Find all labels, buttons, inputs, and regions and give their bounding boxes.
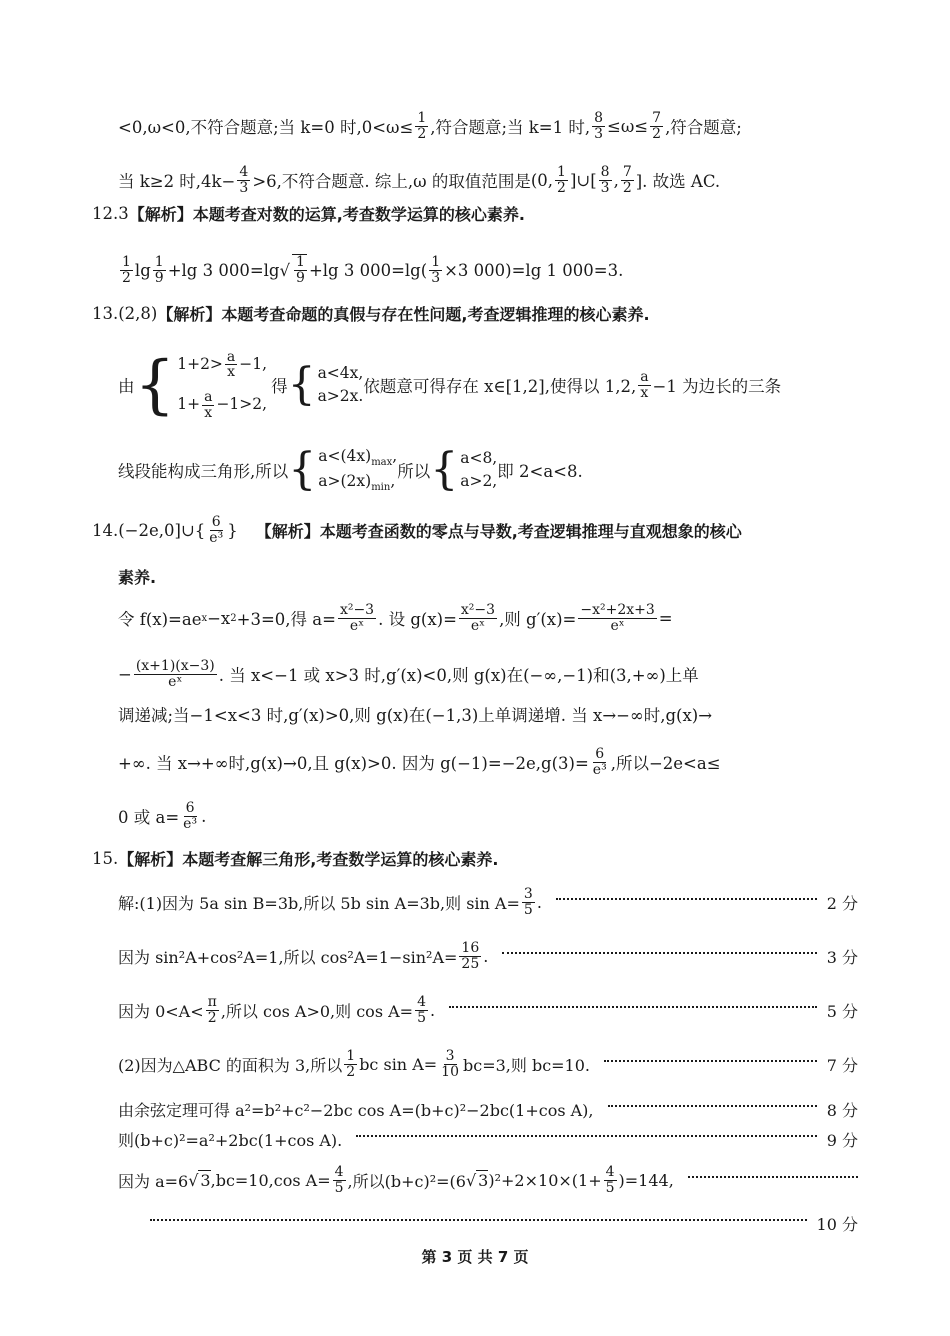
answer: 14.(−2e,0]∪{: [92, 520, 206, 540]
fraction: $\frac{3}{10}$: [441, 1047, 459, 1080]
text: 由: [118, 377, 135, 396]
fraction: $\frac{1}{9}$: [154, 253, 164, 286]
leader-dots: [688, 1176, 858, 1178]
answer: 13.(2,8): [92, 303, 158, 323]
line-omega-range: [118, 156, 950, 204]
leader-dots: [608, 1105, 817, 1107]
text: ≤ω≤: [607, 116, 649, 136]
leader-dots: [356, 1135, 816, 1137]
text: ,: [613, 170, 619, 190]
page-footer: 第 3 页 共 7 页: [421, 1248, 529, 1266]
text: .: [536, 892, 542, 912]
step-5: [118, 1094, 858, 1124]
sup: x: [201, 612, 208, 624]
text: +lg 3 000=lg(: [308, 260, 428, 280]
sqrt-icon: √: [465, 1170, 477, 1190]
score: 3 分: [826, 947, 858, 967]
q13-header: [92, 298, 950, 328]
brace-icon: {: [288, 444, 317, 495]
q12-header: [92, 198, 950, 228]
leader-dots: [556, 898, 817, 900]
text: ,所以(b+c)²=(6: [347, 1171, 466, 1191]
text: .: [430, 1000, 436, 1020]
fraction: $\frac{4}{5}$: [334, 1163, 344, 1196]
q14-header-cont: [118, 556, 950, 596]
fraction: $\frac{4}{3}$: [239, 163, 249, 196]
text: (2)因为△ABC 的面积为 3,所以: [118, 1055, 343, 1075]
sup: 2: [230, 612, 237, 624]
brace-icon: {: [287, 359, 316, 410]
text: .: [483, 946, 489, 966]
text: ×3 000)=lg 1 000=3.: [444, 260, 624, 280]
fraction: $\frac{\text{−x²+2x+3}}{\text{eˣ}}$: [580, 601, 655, 634]
text: >6,不符合题意. 综上,ω 的取值范围是: [252, 172, 531, 191]
q14-line1: [118, 594, 950, 642]
text: (0,: [530, 170, 554, 190]
fraction: $\frac{\text{x²−3}}{\text{eˣ}}$: [339, 601, 375, 634]
text: 即 2<a<8.: [497, 462, 583, 481]
step-2: [118, 932, 858, 980]
q14-line4: [118, 738, 950, 786]
fraction: $\frac{16}{25}$: [461, 939, 480, 972]
text: ,bc=10,cos A=: [210, 1170, 331, 1190]
analysis-tag: 【解析】本题考查对数的运算,考查数学运算的核心素养.: [128, 204, 525, 224]
brace-icon: {: [134, 348, 176, 422]
answer: }: [227, 520, 238, 540]
text: 由余弦定理可得 a²=b²+c²−2bc cos A=(b+c)²−2bc(1+cos A),: [118, 1100, 594, 1120]
analysis-tag: 【解析】本题考查命题的真假与存在性问题,考查逻辑推理的核心素养.: [157, 304, 650, 324]
leader-dots: [449, 1006, 817, 1008]
inequality-system: { a<8, a>2,: [430, 444, 498, 495]
brace-icon: {: [430, 444, 459, 495]
fraction: $\frac{1}{2}$: [557, 163, 566, 196]
answer: 15.: [92, 848, 119, 868]
score: 2 分: [826, 893, 858, 913]
text: <0,ω<0,不符合题意;当 k=0 时,0<ω≤: [118, 118, 414, 137]
inequality-system: [135, 350, 268, 421]
step-1: [118, 878, 858, 926]
text: 因为 sin²A+cos²A=1,所以 cos²A=1−sin²A=: [118, 947, 458, 967]
text: +∞. 当 x→+∞时,g(x)→0,且 g(x)>0. 因为 g(−1)=−2e,g(3)=: [118, 754, 589, 773]
score: 9 分: [826, 1130, 858, 1150]
fraction: $\frac{4}{5}$: [417, 993, 426, 1026]
text: )²+2×10×(1+: [488, 1170, 602, 1190]
q14-header: [92, 506, 950, 554]
q15-header: [92, 842, 950, 874]
fraction: $\frac{(x+1)(x-3)}{\text{eˣ}}$: [135, 657, 215, 690]
fraction: $\frac{\text{x²−3}}{\text{eˣ}}$: [460, 601, 496, 634]
text: 当 k≥2 时,4k−: [118, 172, 236, 191]
step-3: [118, 986, 858, 1034]
fraction: $\frac{1}{2}$: [122, 253, 131, 286]
text: −: [118, 664, 132, 684]
text: =: [658, 608, 673, 628]
text: .: [201, 806, 207, 826]
text: +3=0,得 a=: [236, 610, 336, 629]
fraction: $\frac{6}{\text{e³}}$: [592, 745, 607, 778]
text: ,符合题意;: [665, 118, 742, 137]
leader-dots: [502, 952, 816, 954]
row: 1+2> $\frac{a}{x}$ −1,: [177, 348, 268, 381]
score: 10 分: [816, 1214, 858, 1234]
text: ,则 g′(x)=: [499, 610, 577, 629]
inequality-system: { a<4x, a>2x.: [287, 359, 364, 410]
sqrt-icon: √: [188, 1170, 199, 1190]
analysis-tag: 【解析】本题考查解三角形,考查数学运算的核心素养.: [118, 849, 499, 869]
q14-line2: [118, 650, 950, 698]
fraction: $\frac{7}{2}$: [652, 109, 662, 142]
text: )=144,: [618, 1170, 674, 1190]
fraction: $\frac{6}{\text{e³}}$: [209, 513, 224, 546]
text: 解:(1)因为 5a sin B=3b,所以 5b sin A=3b,则 sin A=: [118, 893, 520, 913]
text: 得: [271, 377, 288, 396]
text: ,所以 cos A>0,则 cos A=: [220, 1001, 414, 1021]
fraction: $\frac{3}{5}$: [523, 885, 533, 918]
answer: 12.3: [92, 203, 129, 223]
q13-system: [118, 340, 950, 430]
q14-line5: [118, 792, 950, 840]
analysis-tag: 【解析】本题考查函数的零点与导数,考查逻辑推理与直观想象的核心: [255, 521, 742, 541]
text: 线段能构成三角形,所以: [118, 462, 289, 481]
text: . 当 x<−1 或 x>3 时,g′(x)<0,则 g(x)在(−∞,−1)和(3,+∞)上单: [218, 666, 699, 685]
text: ,符合题意;当 k=1 时,: [430, 118, 591, 137]
text: ]∪[: [569, 170, 597, 190]
text: ,所以−2e<a≤: [610, 754, 721, 773]
fraction: $\frac{1}{3}$: [431, 253, 441, 286]
step-6: [118, 1124, 858, 1154]
text: −1 为边长的三条: [652, 377, 782, 396]
text: 调递减;当−1<x<3 时,g′(x)>0,则 g(x)在(−1,3)上单调递增. 当 x→−∞时,g(x)→: [118, 706, 713, 725]
text: 则(b+c)²=a²+2bc(1+cos A).: [118, 1130, 343, 1150]
row: 1+ $\frac{a}{x}$ −1>2,: [177, 389, 268, 421]
fraction: $\frac{1}{2}$: [346, 1047, 356, 1080]
text: bc=3,则 bc=10.: [462, 1055, 591, 1075]
fraction: $\frac{\pi}{2}$: [207, 993, 217, 1026]
step-7: [118, 1156, 858, 1204]
score: 5 分: [826, 1001, 858, 1021]
q13-conclusion: [118, 442, 950, 498]
fraction: $\frac{7}{2}$: [622, 163, 632, 196]
radicand: 3: [200, 1171, 211, 1190]
radicand: 3: [478, 1171, 489, 1190]
fraction: $\frac{a}{x}$: [640, 368, 649, 401]
score: 8 分: [826, 1100, 858, 1120]
text: bc sin A=: [359, 1054, 438, 1074]
sqrt-icon: √: [279, 260, 291, 280]
text: −x: [207, 608, 231, 628]
score: 7 分: [826, 1055, 858, 1075]
text: lg: [134, 260, 151, 280]
text: +lg 3 000=lg: [167, 260, 280, 280]
line-omega-cases: [118, 102, 950, 150]
text: 依题意可得存在 x∈[1,2],使得以 1,2,: [363, 377, 637, 396]
text: . 设 g(x)=: [378, 610, 457, 629]
text: 0 或 a=: [118, 808, 180, 827]
step-4: [118, 1040, 858, 1088]
text: 因为 a=6: [118, 1171, 189, 1191]
fraction: $\frac{6}{\text{e³}}$: [183, 799, 198, 832]
q12-body: [118, 246, 950, 294]
fraction: $\frac{1}{2}$: [417, 109, 427, 142]
leader-dots: [150, 1219, 807, 1221]
q14-line3: [118, 694, 950, 734]
text: 因为 0<A<: [118, 1001, 204, 1021]
text: 令 f(x)=ae: [118, 610, 202, 629]
step-8: [150, 1206, 858, 1240]
fraction: $\frac{8}{3}$: [600, 163, 610, 196]
inequality-system: { $a<(4x)_{max}$, $a>(2x)_{min}$,: [288, 444, 398, 495]
fraction: $\frac{1}{9}$: [292, 254, 307, 285]
text: 所以: [397, 462, 431, 481]
fraction: $\frac{4}{5}$: [605, 1163, 615, 1196]
text: ]. 故选 AC.: [635, 172, 721, 191]
fraction: $\frac{8}{3}$: [594, 109, 604, 142]
analysis-tag: 素养.: [118, 567, 157, 587]
leader-dots: [604, 1060, 817, 1062]
